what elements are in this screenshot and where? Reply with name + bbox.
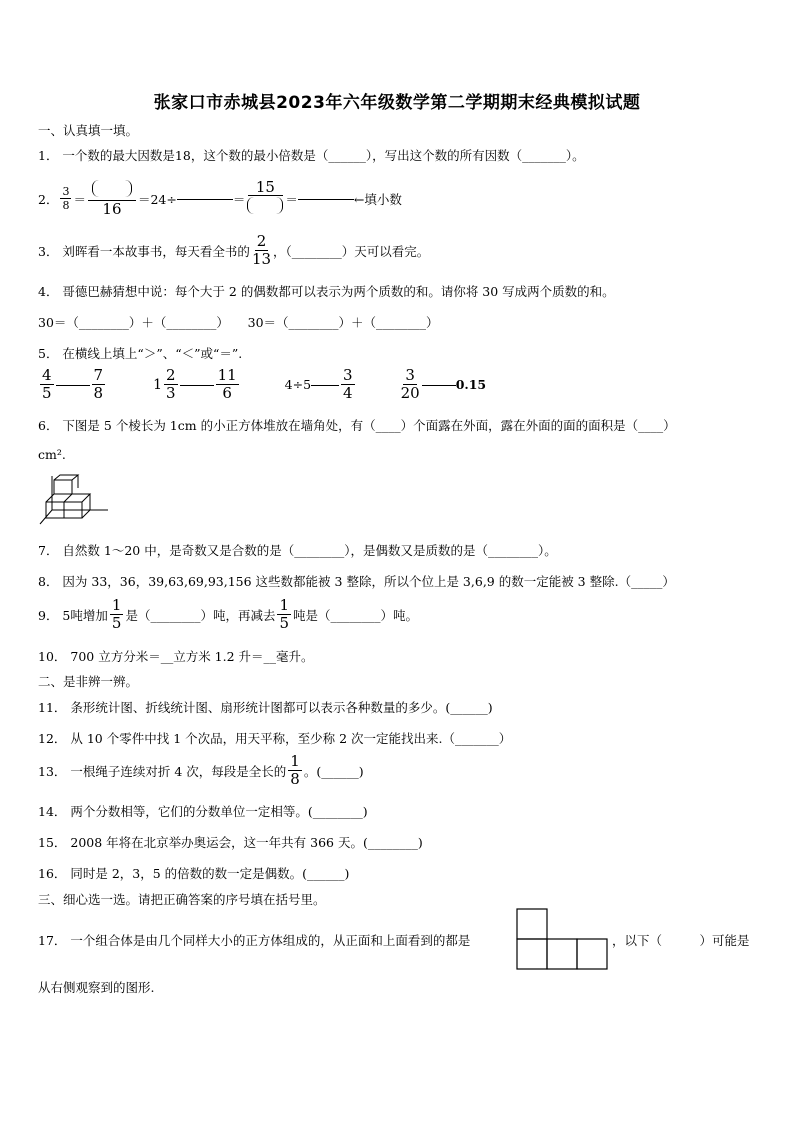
question-17-tail: ，以下（ ）可能是 xyxy=(612,933,750,948)
fraction-15-blank: 15 xyxy=(247,180,283,217)
question-10: 10． 700 立方分米＝__立方米 1.2 升＝__毫升。 xyxy=(38,649,314,664)
question-9 xyxy=(38,598,418,631)
compare-blank-2[interactable] xyxy=(180,384,214,386)
equals-sign-2: ＝ xyxy=(232,191,246,207)
question-9-mid: 是（________）吨，再减去 xyxy=(125,607,276,623)
equals-sign-3: ＝ xyxy=(285,191,298,207)
fraction-3-20: $\frac{3}{20}$ xyxy=(400,366,420,402)
view-shape-figure xyxy=(516,908,610,970)
fraction-3-4: $\frac{3}{4}$ xyxy=(343,366,353,402)
question-13 xyxy=(38,754,364,787)
fraction-2-3: $\frac{2}{3}$ xyxy=(166,366,176,402)
fraction-2-13: $\frac{2}{13}$ xyxy=(251,232,272,268)
question-4-answers: 30＝（________）＋（________） 30＝（________）＋（________） xyxy=(38,315,439,330)
question-12: 12． 从 10 个零件中找 1 个次品，用天平称，至少称 2 次一定能找出来.（_______） xyxy=(38,731,512,746)
question-13-text: 13． 一根绳子连续对折 4 次，每段是全长的 xyxy=(38,763,287,779)
question-1: 1． 一个数的最大因数是18，这个数的最小倍数是（______），写出这个数的所有因数（_______）。 xyxy=(38,148,585,163)
fraction-3-8: $\frac{3}{8}$ xyxy=(62,185,70,212)
answer-box-2[interactable] xyxy=(247,197,283,214)
question-5: 5． 在横线上填上“＞”、“＜”或“＝”. xyxy=(38,346,243,361)
answer-blank-decimal[interactable] xyxy=(298,198,354,200)
compare-blank-3[interactable] xyxy=(311,384,339,386)
question-2-number: 2． xyxy=(38,191,59,207)
question-17 xyxy=(38,931,470,949)
equals-sign: ＝ xyxy=(73,191,86,207)
division-4-5: 4÷5 xyxy=(284,377,312,392)
question-5-comparisons xyxy=(38,368,486,401)
question-17-continued: 从右侧观察到的图形. xyxy=(38,980,155,995)
fraction-11-6: $\frac{11}{6}$ xyxy=(217,366,237,402)
question-16: 16． 同时是 2，3，5 的倍数的数一定是偶数。(______) xyxy=(38,866,350,881)
fraction-1-5-b: $\frac{1}{5}$ xyxy=(279,596,289,632)
section-2-heading: 二、是非辨一辨。 xyxy=(38,674,139,689)
fraction-1-5: $\frac{1}{5}$ xyxy=(111,596,122,632)
fraction-7-8: $\frac{7}{8}$ xyxy=(93,366,104,402)
answer-box[interactable] xyxy=(92,180,132,197)
question-3-tail: ，（________）天可以看完。 xyxy=(273,243,430,259)
fill-decimal-hint: ←填小数 xyxy=(353,191,402,207)
section-1-heading: 一、认真填一填。 xyxy=(38,123,139,138)
fraction-1-8: $\frac{1}{8}$ xyxy=(290,752,300,788)
mixed-whole: 1 xyxy=(153,376,163,393)
fraction-4-5: $\frac{4}{5}$ xyxy=(42,366,52,402)
question-6-unit: cm². xyxy=(38,447,66,462)
decimal-0-15: 0.15 xyxy=(455,377,487,392)
question-3-text: 3． 刘晖看一本故事书，每天看全书的 xyxy=(38,243,250,259)
question-8: 8． 因为 33，36，39,63,69,93,156 这些数都能被 3 整除，所以个位上是 3,6,9 的数一定能被 3 整除.（_____） xyxy=(38,574,675,589)
question-14: 14． 两个分数相等，它们的分数单位一定相等。(________) xyxy=(38,804,368,819)
question-7: 7． 自然数 1～20 中，是奇数又是合数的是（________），是偶数又是质数的是（________）。 xyxy=(38,543,557,558)
question-2 xyxy=(38,180,402,217)
question-6: 6． 下图是 5 个棱长为 1cm 的小正方体堆放在墙角处，有（____）个面露在外面，露在外面的面的面积是（____） xyxy=(38,418,676,433)
cube-stack-figure xyxy=(38,474,110,528)
question-4: 4． 哥德巴赫猜想中说：每个大于 2 的偶数都可以表示为两个质数的和。请你将 30 写成两个质数的和。 xyxy=(38,284,615,299)
division-text: ＝24÷ xyxy=(137,191,177,207)
page-title: 张家口市赤城县2023年六年级数学第二学期期末经典模拟试题 xyxy=(153,93,641,113)
compare-blank-1[interactable] xyxy=(56,384,90,386)
question-9-tail: 吨是（________）吨。 xyxy=(293,607,419,623)
question-3 xyxy=(38,234,429,267)
question-17-text: 17． 一个组合体是由几个同样大小的正方体组成的，从正面和上面看到的都是 xyxy=(38,933,471,948)
compare-blank-4[interactable] xyxy=(422,384,456,386)
fraction-blank-16: 16 xyxy=(88,180,136,217)
question-9-text: 9． 5吨增加 xyxy=(38,607,108,623)
section-3-heading: 三、细心选一选。请把正确答案的序号填在括号里。 xyxy=(38,892,326,907)
question-11: 11． 条形统计图、折线统计图、扇形统计图都可以表示各种数量的多少。(______) xyxy=(38,700,493,715)
question-13-tail: 。(______) xyxy=(303,763,364,779)
question-15: 15． 2008 年将在北京举办奥运会，这一年共有 366 天。(________) xyxy=(38,835,423,850)
answer-blank[interactable] xyxy=(177,198,233,200)
